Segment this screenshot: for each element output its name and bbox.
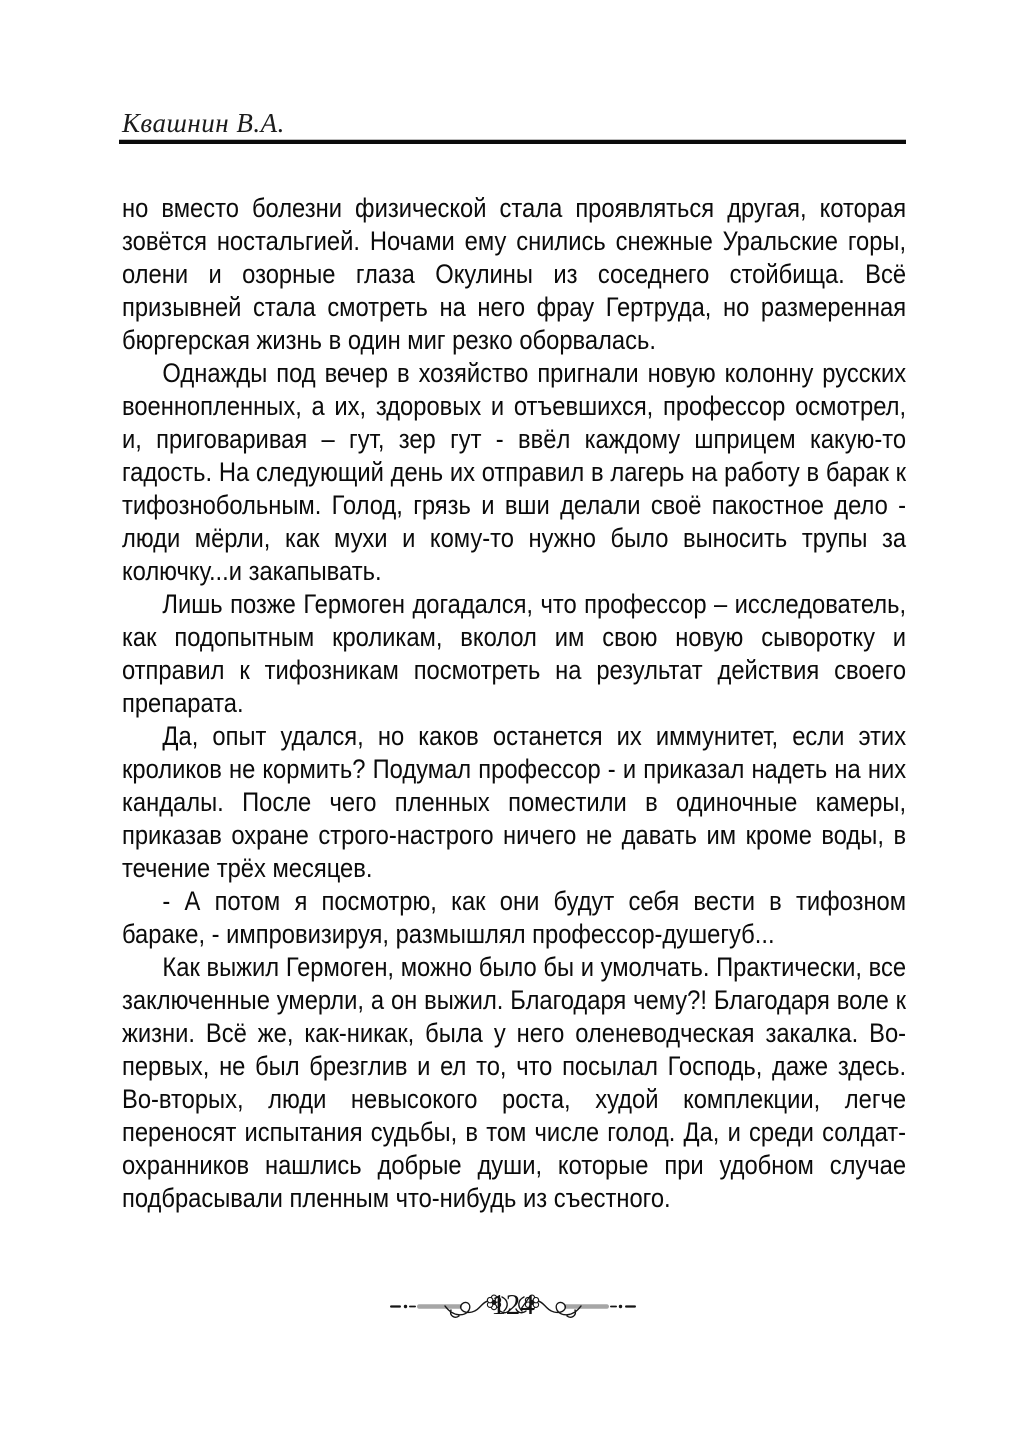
header-rule — [119, 139, 906, 144]
paragraph: но вместо болезни физической стала проявляться другая, которая зовётся ностальгией. Ночами ему снились снежные Уральские горы, олени и озорные глаза Окулины из соседнего стойбища. Всё призывней стала смотреть на него фрау Гертруда, но размеренная бюргерская жизнь в один миг резко оборвалась. — [122, 193, 907, 355]
page-body-text — [122, 192, 906, 1215]
page-footer — [0, 1286, 1026, 1328]
page-number: 124 — [491, 1289, 535, 1321]
paragraph: Лишь позже Гермоген догадался, что профессор – исследователь, как подопытным кроликам, вколол им свою новую сыворотку и отправил к тифозникам посмотреть на результат действия своего препарата. — [122, 589, 907, 718]
header-author: Квашнин В.А. — [122, 108, 285, 138]
paragraph: Однажды под вечер в хозяйство пригнали новую колонну русских военнопленных, а их, здоровых и отъевшихся, профессор осмотрел, и, приговаривая – гут, зер гут - ввёл каждому шприцем какую-то гадость. На следующий день их отправил в лагерь на работу в барак к тифознобольным. Голод, грязь и вши делали своё пакостное дело - люди мёрли, как мухи и кому-то нужно было выносить трупы за колючку...и закапывать. — [122, 358, 907, 586]
paragraph: Да, опыт удался, но каков останется их иммунитет, если этих кроликов не кормить? Подумал профессор - и приказал надеть на них кандалы. После чего пленных поместили в одиночные камеры, приказав охране строго-настрого ничего не давать им кроме воды, в течение трёх месяцев. — [122, 721, 907, 883]
paragraph: Как выжил Гермоген, можно было бы и умолчать. Практически, все заключенные умерли, а он выжил. Благодаря чему?! Благодаря воле к жизни. Всё же, как-никак, была у него оленеводческая закалка. Во-первых, не был брезглив и ел то, что посылал Господь, даже здесь. Во-вторых, люди невысокого роста, худой комплекции, легче переносят испытания судьбы, в том числе голод. Да, и среди солдат-охранников нашлись добрые души, которые при удобном случае подбрасывали пленным что-нибудь из съестного. — [122, 952, 907, 1213]
footer-ornament-icon — [388, 1286, 638, 1328]
paragraph: - А потом я посмотрю, как они будут себя вести в тифозном бараке, - импровизируя, размышлял профессор-душегуб... — [122, 886, 907, 949]
